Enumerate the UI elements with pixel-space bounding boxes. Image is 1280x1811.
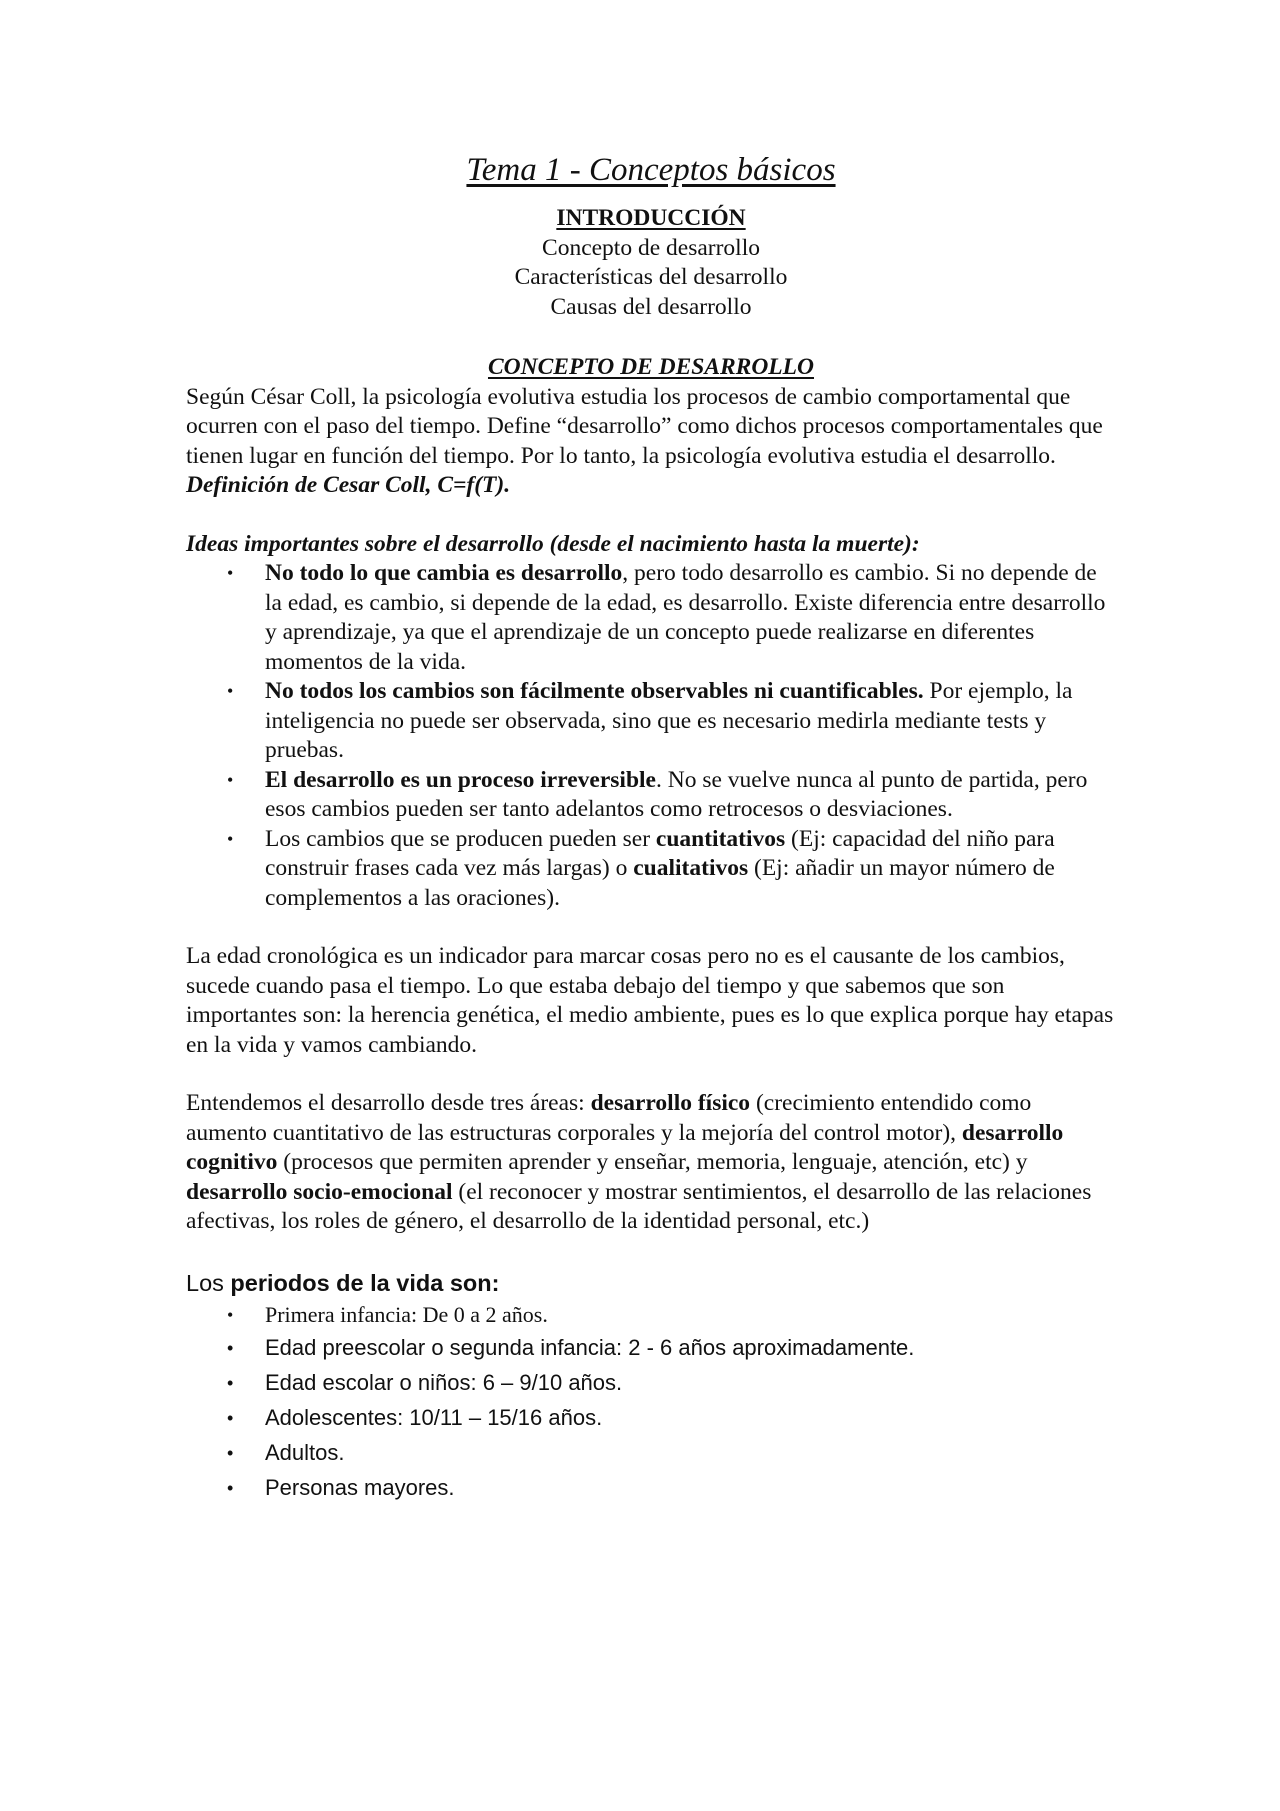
- chronological-age-paragraph: La edad cronológica es un indicador para marcar cosas pero no es el causante de los cambios, sucede cuando pasa el tiempo. Lo que estaba debajo del tiempo y que sabemos que son importantes son: la herencia genética, el medio ambiente, pues es lo que explica porque hay etapas en la vida y vamos cambiando.: [186, 943, 1114, 1058]
- areas-bold: desarrollo físico: [590, 1090, 751, 1116]
- list-item: [186, 1470, 1116, 1505]
- idea-text: Por ejemplo, la inteligencia no puede ser observada, sino que es necesario medirla mediante tests y pruebas.: [265, 678, 1073, 763]
- concept-paragraph: [186, 383, 1116, 501]
- bullet-icon: •: [227, 1442, 234, 1463]
- bullet-icon: •: [227, 1337, 234, 1358]
- periods-heading-bold: periodos de la vida son:: [230, 1269, 500, 1296]
- bullet-icon: •: [227, 1477, 234, 1498]
- areas-text: Entendemos el desarrollo desde tres áreas:: [186, 1090, 591, 1116]
- idea-bold: El desarrollo es un proceso irreversible: [265, 766, 656, 793]
- areas-text: (el reconocer y mostrar sentimientos, el desarrollo de las relaciones afectivas, los roles de género, el desarrollo de la identidad personal, etc.): [186, 1178, 1092, 1234]
- list-item: [186, 1435, 1116, 1470]
- bullet-icon: •: [227, 681, 234, 701]
- idea-text: , pero todo desarrollo es cambio. Si no depende de la edad, es cambio, si depende de la edad, es desarrollo. Existe diferencia entre desarrollo y aprendizaje, ya que el aprendizaje de un concepto puede realizarse en diferentes momentos de la vida.: [265, 560, 1106, 675]
- idea-bold: cuantitativos: [655, 825, 786, 852]
- document-page: [186, 150, 1116, 1505]
- bullet-icon: •: [227, 769, 234, 790]
- list-item: [186, 766, 1116, 825]
- ideas-list: [186, 559, 1116, 913]
- period-text: Personas mayores.: [265, 1474, 455, 1500]
- ideas-heading: Ideas importantes sobre el desarrollo (desde el nacimiento hasta la muerte):: [186, 530, 920, 557]
- concept-paragraph-text: Según César Coll, la psicología evolutiva estudia los procesos de cambio comportamental que ocurren con el paso del tiempo. Define “desarrollo” como dichos procesos comportamentales que tienen lugar en función del tiempo. Por lo tanto, la psicología evolutiva estudia el desarrollo.: [186, 383, 1103, 469]
- areas-bold: desarrollo cognitivo: [186, 1119, 1064, 1175]
- idea-bold: No todo lo que cambia es desarrollo: [265, 560, 623, 586]
- bullet-icon: •: [227, 1407, 234, 1428]
- list-item: [186, 1299, 1116, 1330]
- idea-text: Los cambios que se producen pueden ser: [265, 825, 656, 852]
- idea-bold: cualitativos: [633, 855, 749, 881]
- intro-item: Características del desarrollo: [514, 264, 788, 290]
- period-text: Adolescentes: 10/11 – 15/16 años.: [265, 1404, 603, 1430]
- areas-text: (procesos que permiten aprender y enseñar, memoria, lenguaje, atención, etc) y: [277, 1149, 1028, 1175]
- list-item: [186, 677, 1116, 766]
- list-item: [186, 825, 1116, 914]
- intro-heading: INTRODUCCIÓN: [556, 205, 746, 231]
- list-item: [186, 1365, 1116, 1400]
- list-item: [186, 1400, 1116, 1435]
- areas-bold: desarrollo socio-emocional: [186, 1178, 453, 1205]
- intro-item: Concepto de desarrollo: [542, 234, 760, 261]
- idea-text: . No se vuelve nunca al punto de partida, pero esos cambios pueden ser tanto adelantos como retrocesos o desviaciones.: [265, 766, 1088, 822]
- idea-bold: No todos los cambios son fácilmente observables ni cuantificables.: [265, 678, 924, 704]
- period-text: Primera infancia: De 0 a 2 años.: [265, 1301, 548, 1327]
- intro-item: Causas del desarrollo: [550, 293, 752, 320]
- list-item: [186, 1330, 1116, 1365]
- periods-list: [186, 1299, 1116, 1505]
- period-text: Edad preescolar o segunda infancia: 2 - 6 años aproximadamente.: [265, 1334, 915, 1360]
- bullet-icon: •: [227, 828, 234, 849]
- areas-text: (crecimiento entendido como aumento cuantitativo de las estructuras corporales y la mejoría del control motor),: [186, 1090, 1032, 1146]
- document-title: Tema 1 - Conceptos básicos: [466, 152, 836, 188]
- bullet-icon: •: [227, 1304, 234, 1325]
- periods-heading: [186, 1267, 1116, 1299]
- bullet-icon: •: [227, 563, 234, 583]
- intro-section: [186, 204, 1116, 322]
- period-text: Edad escolar o niños: 6 – 9/10 años.: [265, 1369, 623, 1395]
- list-item: [186, 559, 1116, 677]
- idea-text: (Ej: capacidad del niño para construir frases cada vez más largas) o: [265, 825, 1055, 881]
- concept-heading: CONCEPTO DE DESARROLLO: [487, 354, 814, 380]
- periods-lead: Los: [186, 1269, 231, 1296]
- period-text: Adultos.: [265, 1439, 345, 1465]
- bullet-icon: •: [227, 1372, 234, 1393]
- idea-text: (Ej: añadir un mayor número de complementos a las oraciones).: [265, 855, 1055, 911]
- areas-paragraph: [186, 1089, 1116, 1237]
- concept-definition: Definición de Cesar Coll, C=f(T).: [186, 472, 511, 498]
